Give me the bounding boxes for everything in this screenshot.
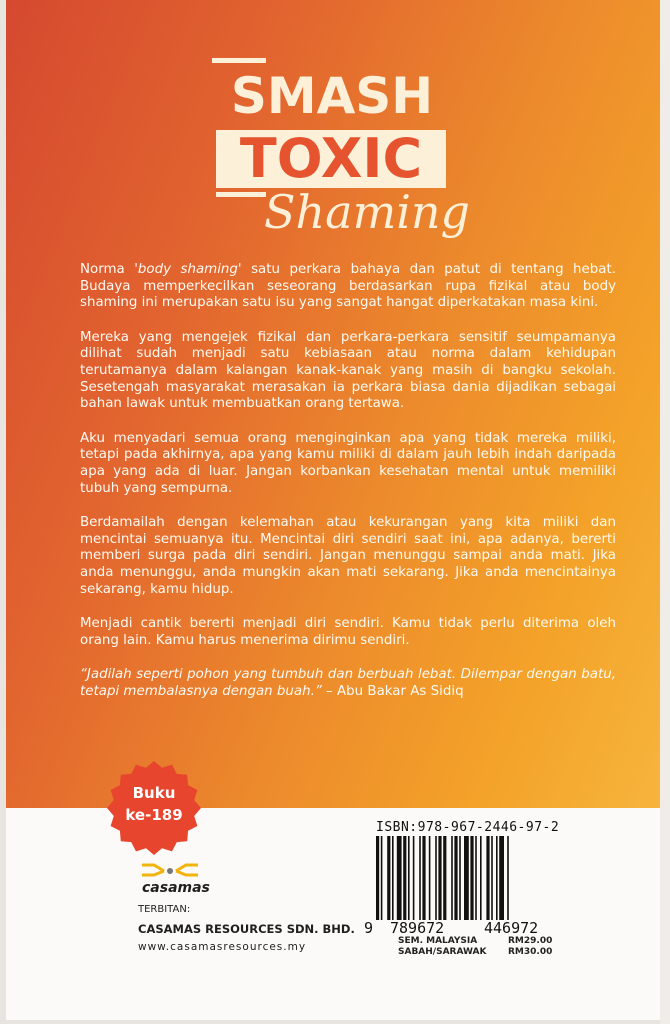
price-row: SEM. MALAYSIA RM29.00 (398, 936, 553, 946)
book-number-badge (106, 760, 202, 856)
barcode-digits-right: 446972 (484, 919, 539, 936)
isbn-label: ISBN:978-967-2446-97-2 (376, 820, 560, 835)
publisher-logo (138, 862, 218, 898)
publisher-info (138, 904, 355, 953)
blurb-paragraph-2: Mereka yang mengejek fizikal dan perkara-perkara sensitif seumpamanya dilihat sudah menjadi satu kebiasaan atau norma dalam kehidupan terutamanya dalam kalangan kanak-kanak yang masih di bangku sekolah. Sesetengah masyarakat merasakan ia perkara biasa dania dijadikan sebagai bahan lawak untuk membuatkan orang tertawa. (80, 329, 616, 412)
blurb-quote: “Jadilah seperti pohon yang tumbuh dan berbuah lebat. Dilempar dengan batu, tetapi membalasnya dengan buah.” – Abu Bakar As Sidiq (80, 667, 616, 699)
blurb-paragraph-1: Norma 'body shaming' satu perkara bahaya dan patut di tentang hebat. Budaya memperkecilkan seseorang berdasarkan rupa fizikal atau body shaming ini merupakan satu isu yang sangat hangat diperkatakan masa kini. (80, 262, 616, 311)
publisher-label: TERBITAN: (138, 904, 191, 915)
page-edge (660, 0, 670, 1024)
barcode-digits-left: 789672 (390, 919, 445, 936)
price-table (398, 936, 552, 958)
publisher-website: www.casamasresources.my (138, 941, 307, 953)
book-back-cover (6, 0, 660, 1020)
title-top-bar (212, 58, 266, 63)
title-toxic: TOXIC (239, 127, 423, 190)
badge-line-2: ke-189 (125, 806, 183, 824)
publisher-logo-text: casamas (142, 880, 210, 896)
barcode (362, 836, 578, 936)
title-smash: SMASH (230, 67, 434, 125)
blurb-text (80, 262, 616, 718)
barcode-digit-first: 9 (364, 919, 374, 936)
title-shaming: Shaming (264, 185, 470, 239)
price-row: SABAH/SARAWAK RM30.00 (398, 947, 553, 957)
badge-line-1: Buku (132, 784, 176, 802)
blurb-paragraph-5: Menjadi cantik bererti menjadi diri sendiri. Kamu tidak perlu diterima oleh orang lain. Kamu harus menerima dirimu sendiri. (80, 616, 616, 648)
blurb-paragraph-3: Aku menyadari semua orang menginginkan apa yang tidak mereka miliki, tetapi pada akhirnya, apa yang kamu miliki di dalam jauh lebih indah daripada apa yang ada di luar. Jangan korbankan kesehatan mental untuk memiliki tubuh yang sempurna. (80, 430, 616, 496)
quote-author: – Abu Bakar As Sidiq (321, 683, 464, 699)
blurb-paragraph-4: Berdamailah dengan kelemahan atau kekurangan yang kita miliki dan mencintai semuanya itu. Mencintai diri sendiri saat ini, apa adanya, bererti memberi surga pada diri sendiri. Jangan menunggu sampai anda mati. Jika anda menunggu, anda mungkin akan mati sekarang. Jika anda mencintainya sekarang, kamu hidup. (80, 515, 616, 597)
book-title (212, 54, 470, 264)
blurb-emphasis: 'body shaming' (134, 262, 242, 277)
publisher-logo-icon (140, 862, 200, 880)
publisher-name: CASAMAS RESOURCES SDN. BHD. (138, 922, 355, 936)
